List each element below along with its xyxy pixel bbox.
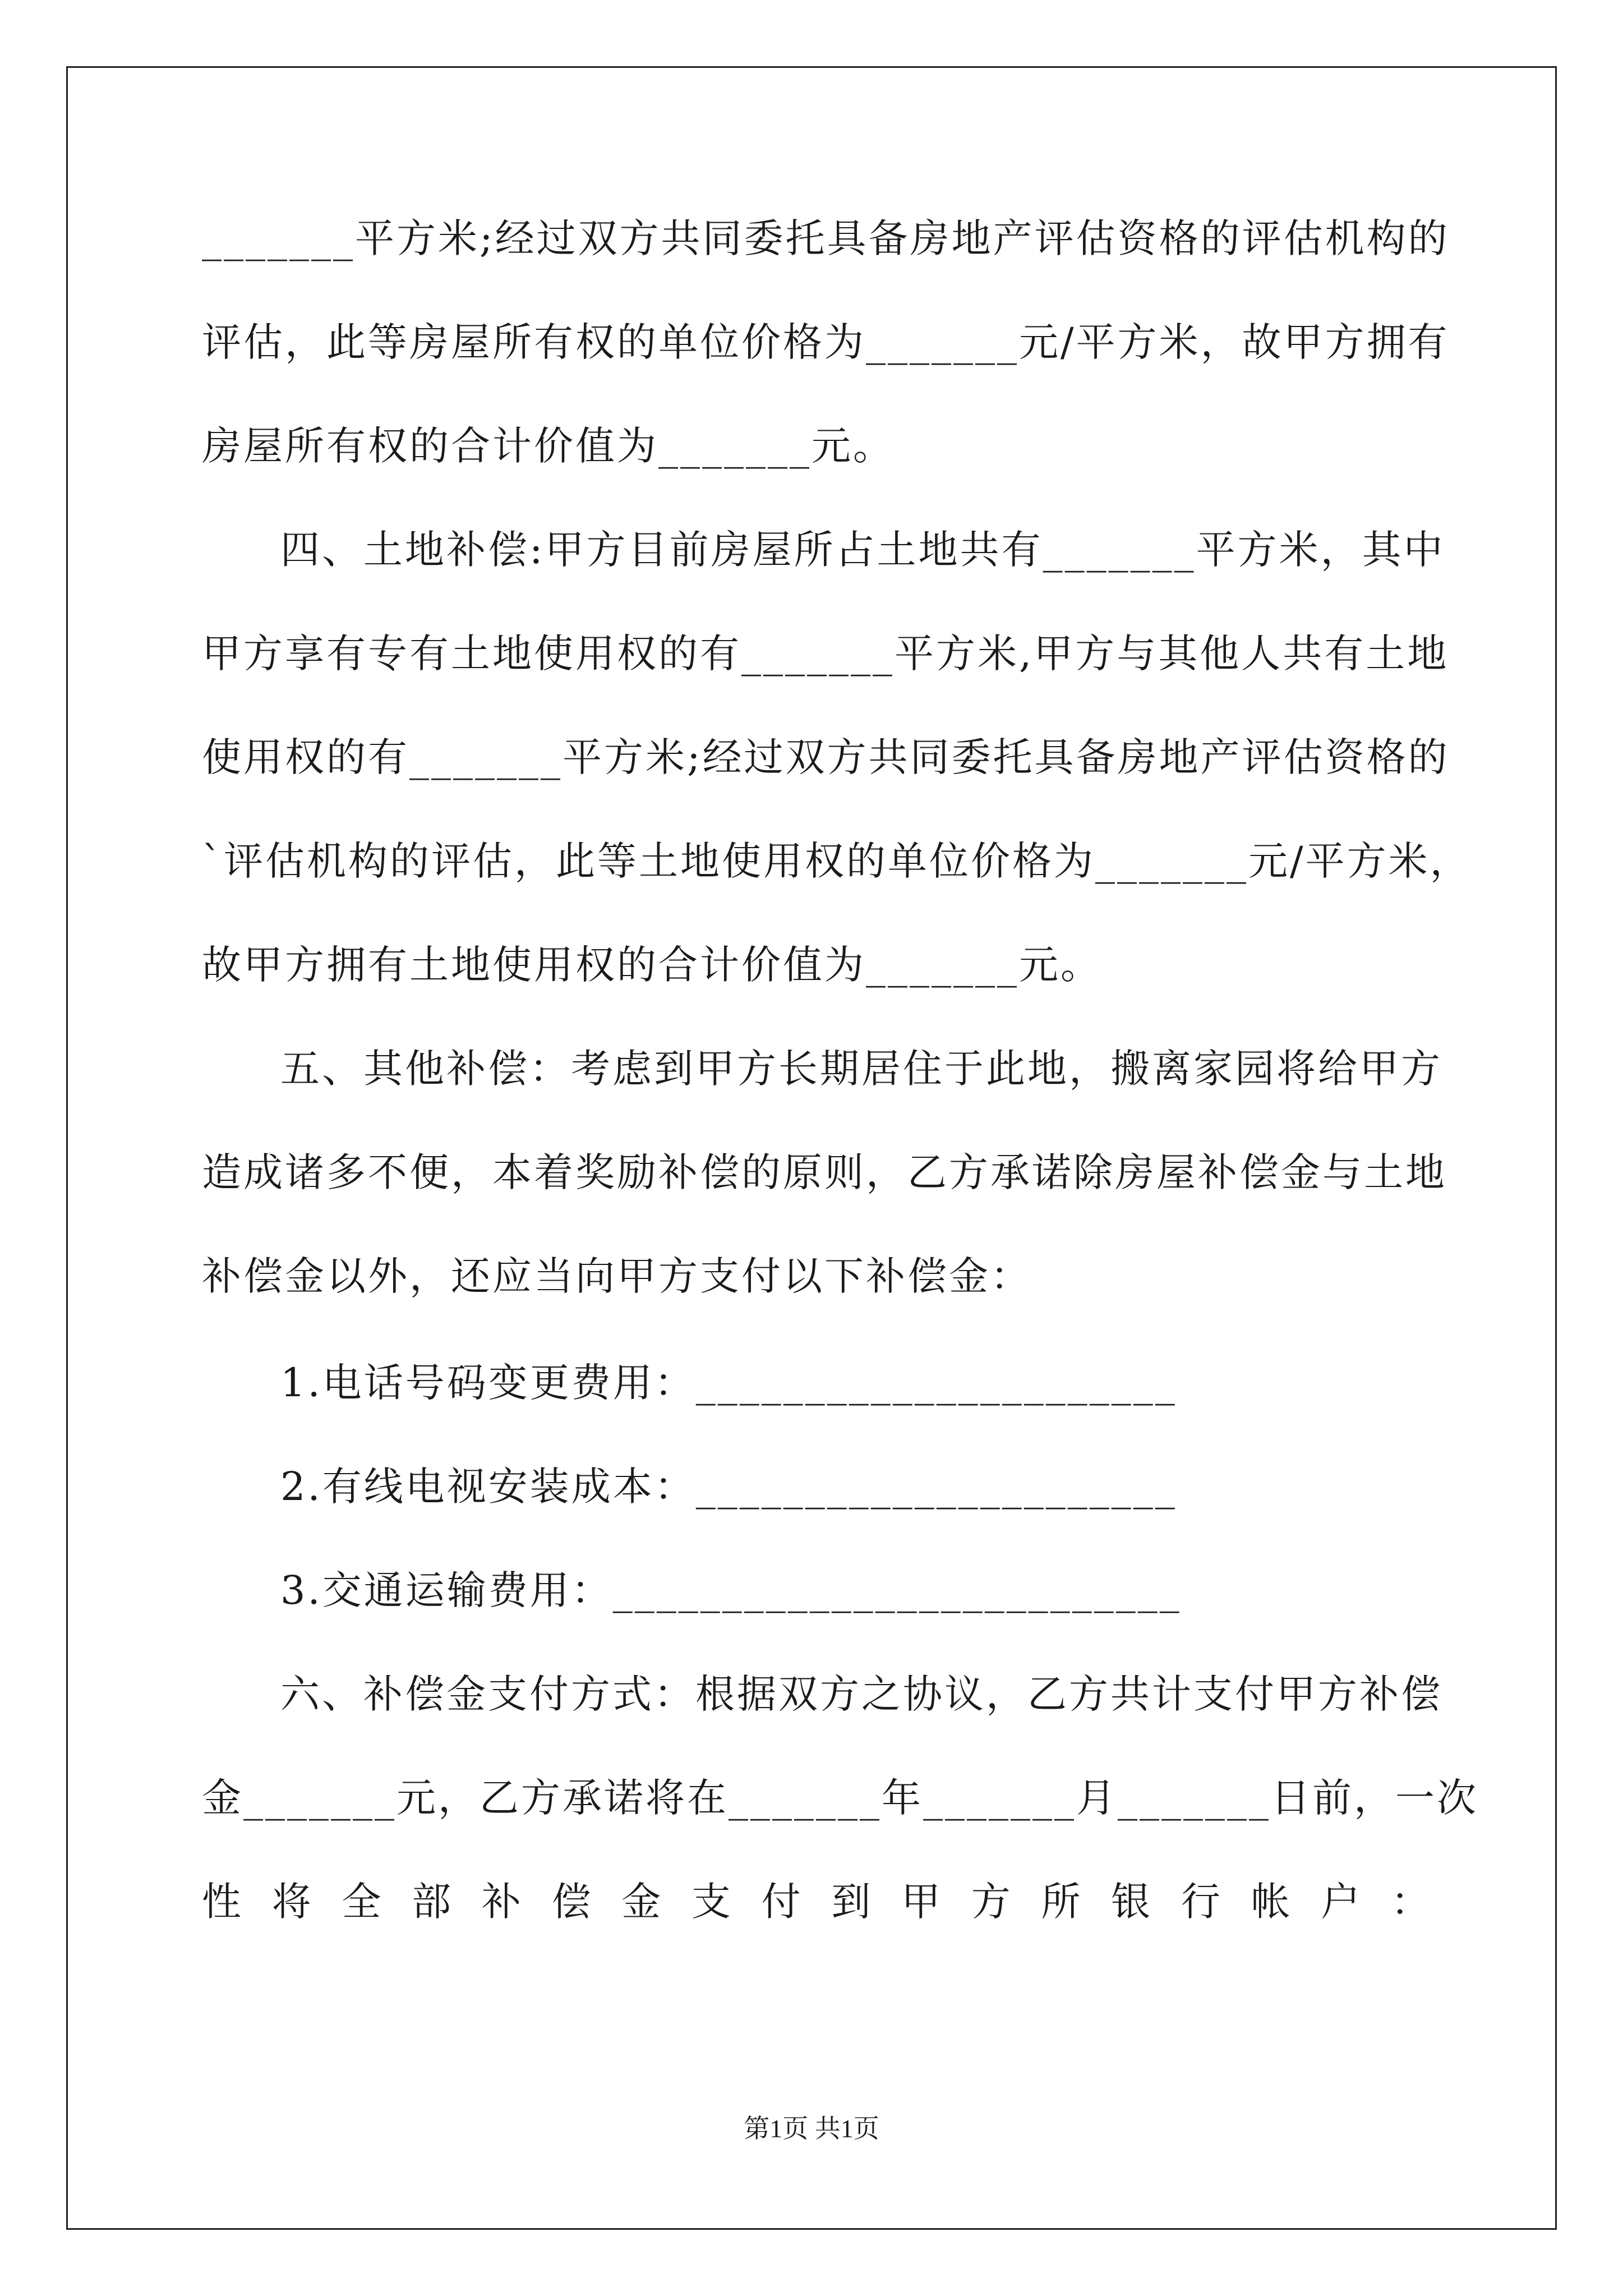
char: ： xyxy=(1390,1879,1430,1925)
paragraph-heading-payment-method: 六、补偿金支付方式：根据双方之协议，乙方共计支付甲方补偿 xyxy=(280,1671,1442,1717)
list-item-cable-tv-cost: 2.有线电视安装成本：______________________ xyxy=(280,1464,1177,1510)
char: 所 xyxy=(1041,1879,1081,1925)
list-item-transport-fee: 3.交通运输费用：__________________________ xyxy=(280,1567,1182,1613)
char: 行 xyxy=(1181,1879,1220,1925)
text-line: 故甲方拥有土地使用权的合计价值为_______元。 xyxy=(202,942,1102,988)
char: 金 xyxy=(621,1879,661,1925)
paragraph-heading-land-compensation: 四、土地补偿:甲方目前房屋所占土地共有_______平方米，其中 xyxy=(280,527,1445,573)
char: 方 xyxy=(971,1879,1011,1925)
char: 帐 xyxy=(1251,1879,1290,1925)
text-line: 房屋所有权的合计价值为_______元。 xyxy=(202,423,895,469)
text-line: _______平方米;经过双方共同委托具备房地产评估资格的评估机构的 xyxy=(202,215,1450,261)
char: 到 xyxy=(831,1879,871,1925)
text-line: 评估，此等房屋所有权的单位价格为_______元/平方米，故甲方拥有 xyxy=(202,319,1450,365)
text-line: 造成诸多不便，本着奖励补偿的原则，乙方承诺除房屋补偿金与土地 xyxy=(202,1149,1447,1195)
char: 补 xyxy=(481,1879,521,1925)
text-line: 甲方享有专有土地使用权的有_______平方米,甲方与其他人共有土地 xyxy=(202,631,1449,677)
list-item-phone-change-fee: 1.电话号码变更费用：______________________ xyxy=(280,1360,1177,1406)
text-line-justified xyxy=(202,1871,1430,1932)
char: 银 xyxy=(1111,1879,1151,1925)
char: 甲 xyxy=(901,1879,941,1925)
char: 支 xyxy=(691,1879,731,1925)
text-line: `评估机构的评估，此等土地使用权的单位价格为_______元/平方米， xyxy=(202,838,1472,884)
char: 付 xyxy=(761,1879,801,1925)
char: 部 xyxy=(412,1879,451,1925)
char: 偿 xyxy=(551,1879,591,1925)
text-line: 使用权的有_______平方米;经过双方共同委托具备房地产评估资格的 xyxy=(202,734,1450,780)
char: 性 xyxy=(202,1879,241,1925)
char: 户 xyxy=(1321,1879,1361,1925)
page-footer: 第1页 共1页 xyxy=(744,2114,879,2143)
paragraph-heading-other-compensation: 五、其他补偿：考虑到甲方长期居住于此地，搬离家园将给甲方 xyxy=(280,1046,1442,1092)
char: 全 xyxy=(342,1879,381,1925)
char: 将 xyxy=(271,1879,311,1925)
text-line: 补偿金以外，还应当向甲方支付以下补偿金： xyxy=(202,1253,1032,1299)
text-line: 金_______元，乙方承诺将在_______年_______月_______日前，一次 xyxy=(202,1775,1478,1821)
